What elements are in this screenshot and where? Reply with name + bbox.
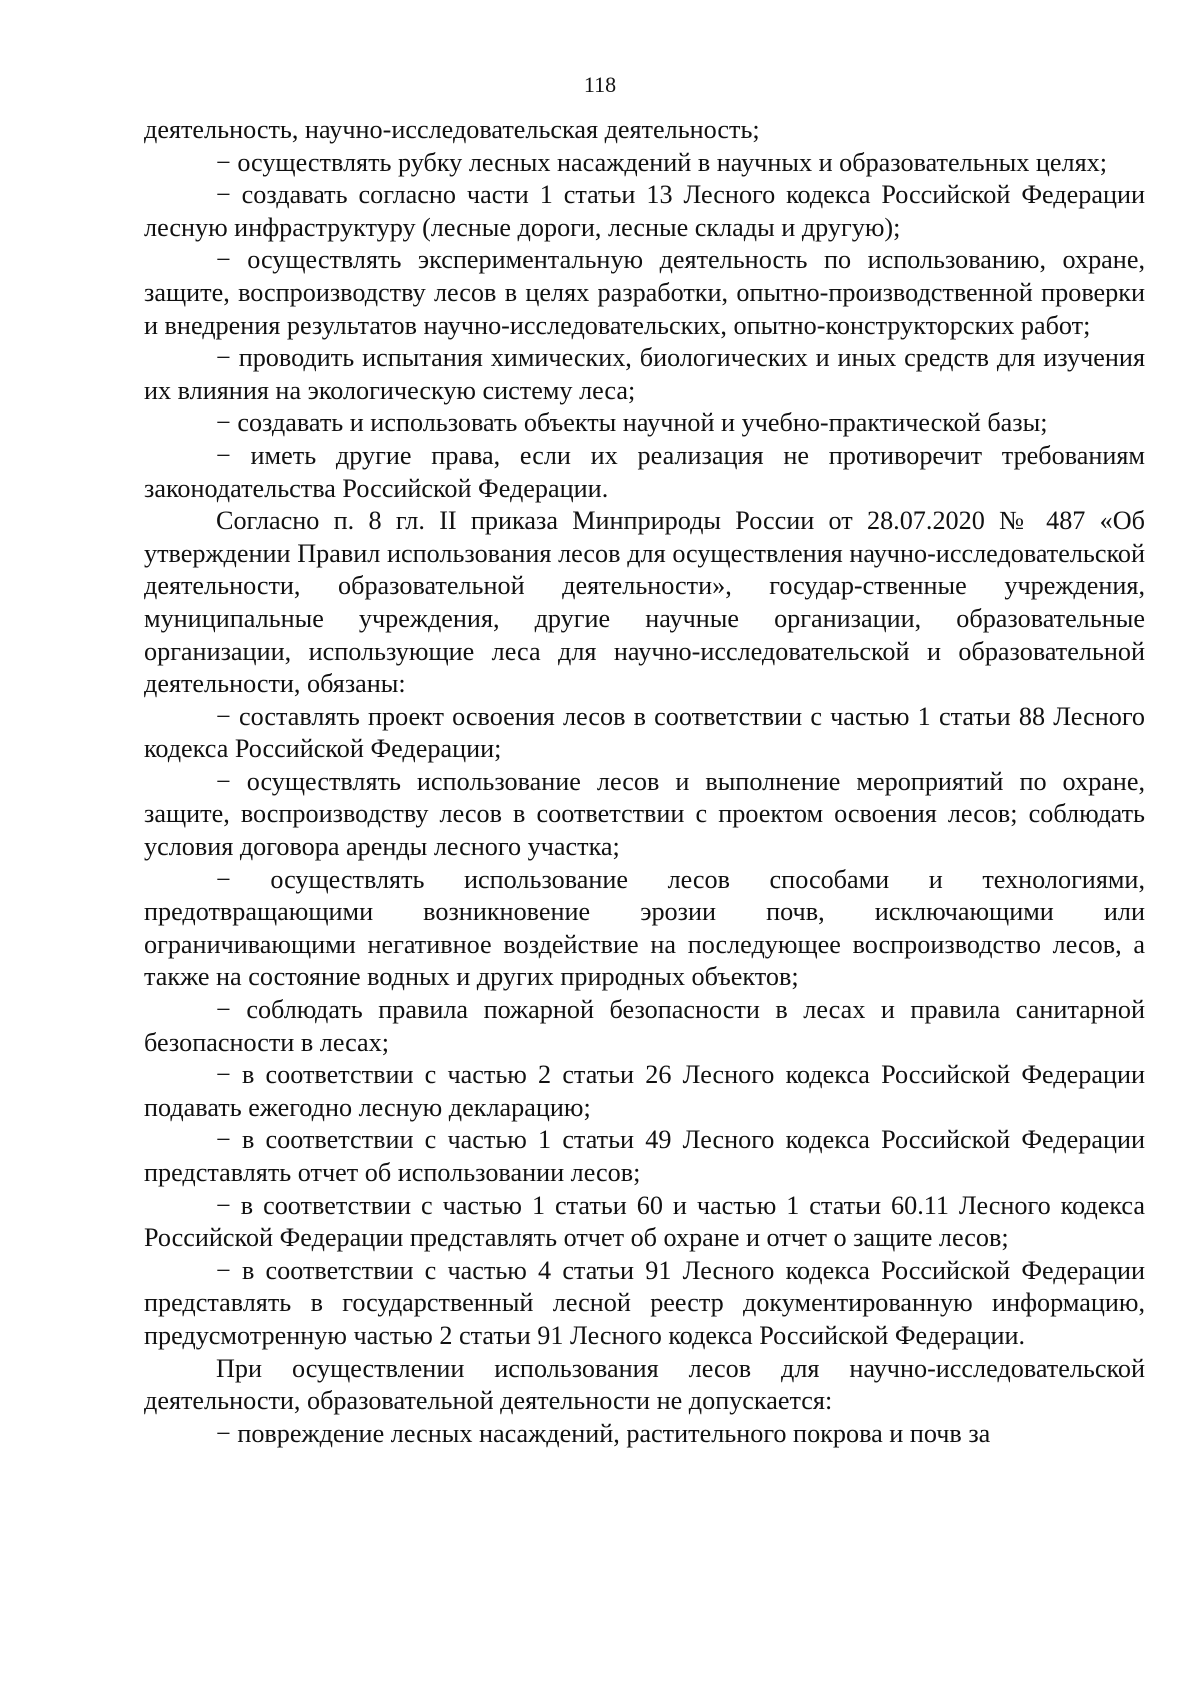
bullet-paragraph: − осуществлять использование лесов и выполнение мероприятий по охране, защите, воспроизводству лесов в соответствии с проектом освоения лесов; соблюдать условия договора аренды лесного участка;	[144, 766, 1145, 862]
bullet-paragraph: − повреждение лесных насаждений, растительного покрова и почв за	[216, 1418, 991, 1448]
bullet-paragraph: − осуществлять использование лесов способами и технологиями, предотвращающими возникновение эрозии почв, исключающими или ограничивающими негативное воздействие на последующее воспроизводство лесов, а также на состояние водных и других природных объектов;	[144, 864, 1145, 992]
bullet-paragraph: − проводить испытания химических, биологических и иных средств для изучения их влияния на экологическую систему леса;	[144, 343, 1145, 405]
bullet-paragraph: − в соответствии с частью 2 статьи 26 Лесного кодекса Российской Федерации подавать ежегодно лесную декларацию;	[144, 1060, 1145, 1122]
paragraph: деятельность, научно-исследовательская деятельность;	[144, 115, 760, 144]
bullet-paragraph: − в соответствии с частью 1 статьи 49 Лесного кодекса Российской Федерации представлять отчет об использовании лесов;	[144, 1125, 1145, 1187]
bullet-paragraph: − в соответствии с частью 1 статьи 60 и частью 1 статьи 60.11 Лесного кодекса Российской Федерации представлять отчет об охране и отчет о защите лесов;	[144, 1190, 1145, 1253]
page-number: 118	[583, 72, 617, 97]
bullet-paragraph: − создавать и использовать объекты научной и учебно-практической базы;	[216, 408, 1048, 438]
bullet-paragraph: − иметь другие права, если их реализация не противоречит требованиям законодательства Российской Федерации.	[144, 440, 1145, 503]
bullet-paragraph: − осуществлять рубку лесных насаждений в научных и образовательных целях;	[216, 147, 1108, 177]
bullet-paragraph: − создавать согласно части 1 статьи 13 Лесного кодекса Российской Федерации лесную инфраструктуру (лесные дороги, лесные склады и другую);	[144, 180, 1145, 242]
bullet-paragraph: − соблюдать правила пожарной безопасности в лесах и правила санитарной безопасности в лесах;	[144, 995, 1145, 1057]
document-body	[144, 114, 1145, 1450]
paragraph: При осуществлении использования лесов для научно-исследовательской деятельности, образовательной деятельности не допускается:	[144, 1353, 1145, 1416]
bullet-paragraph: − осуществлять экспериментальную деятельность по использованию, охране, защите, воспроизводству лесов в целях разработки, опытно-производственной проверки и внедрения результатов научно-исследовательских, опытно-конструкторских работ;	[144, 245, 1145, 340]
paragraph: Согласно п. 8 гл. II приказа Минприроды России от 28.07.2020 № 487 «Об утверждении Правил использования лесов для осуществления научно-исследовательской деятельности, образовательной деятельности», государ-ственные учреждения, муниципальные учреждения, другие научные организации, образовательные организации, использующие леса для научно-исследовательской и образовательной деятельности, обязаны:	[144, 506, 1145, 699]
bullet-paragraph: − в соответствии с частью 4 статьи 91 Лесного кодекса Российской Федерации представлять в государственный лесной реестр документированную информацию, предусмотренную частью 2 статьи 91 Лесного кодекса Российской Федерации.	[144, 1255, 1145, 1350]
bullet-paragraph: − составлять проект освоения лесов в соответствии с частью 1 статьи 88 Лесного кодекса Российской Федерации;	[144, 701, 1145, 764]
